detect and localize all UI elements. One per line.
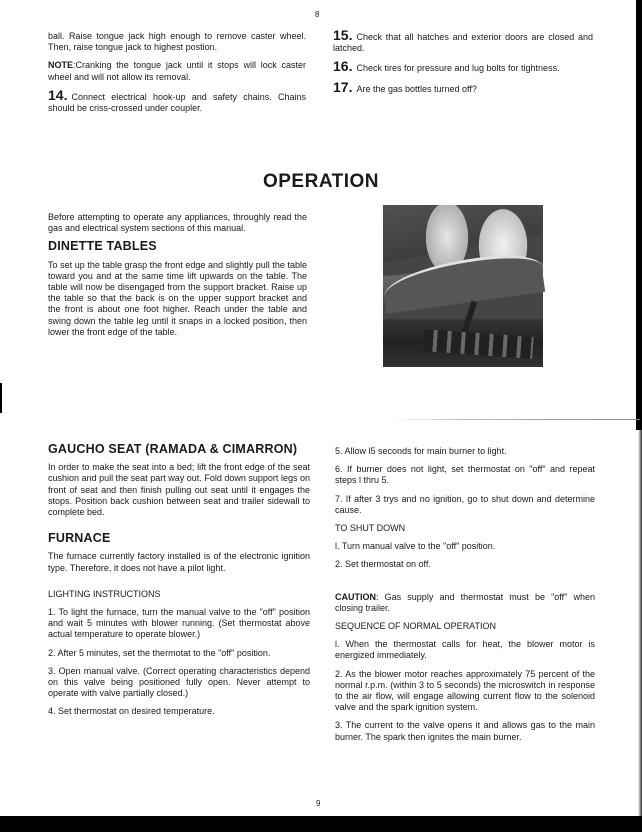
dinette-tables-text: To set up the table grasp the front edge and slightly pull the table toward you and at the same time lift upwards on the table. The table will now be disengaged from the support bracket. Raise up the table so that the back is on the upper support bracket and the front is about one foot higher. Reach under the table and swing down the table leg until it snaps in a locked position, then lower the front edge of the table. — [48, 259, 307, 337]
step-15-number: 15. — [333, 27, 353, 43]
operation-intro: Before attempting to operate any appliances, throughly read the gas and electrical system sections of this manual. — [48, 212, 307, 234]
step-14-number: 14. — [48, 86, 68, 103]
operation-left-column — [48, 212, 307, 345]
tongue-jack-paragraph: ball. Raise tongue jack high enough to remove caster wheel. Then, raise tongue jack to highest postion. — [48, 31, 306, 53]
sequence-step-1: l. When the thermostat calls for heat, the blower motor is energized immediately. — [335, 639, 595, 661]
lighting-step-6: 6. If burner does not light, set thermostat on "off" and repeat steps l thru 5. — [335, 464, 595, 486]
step-17 — [333, 78, 593, 95]
lighting-step-5: 5. Allow l5 seconds for main burner to light. — [335, 446, 507, 456]
lighting-step-7: 7. If after 3 trys and no ignition, go to shut down and determine cause. — [335, 493, 595, 515]
step-15-text: Check that all hatches and exterior doors are closed and latched. — [333, 32, 593, 54]
section-title-operation: OPERATION — [262, 171, 380, 192]
gaucho-seat-text: In order to make the seat into a bed; lift the front edge of the seat cushion and pull the seat part way out. Fold down support legs on front of seat and then finish pulling out seat until it engages the stops. Position back cushion between seat and trailer sidewall to complete bed. — [48, 462, 310, 518]
scan-border-bottom — [0, 816, 642, 832]
step-14-text: Connect electrical hook-up and safety chains. Chains should be criss-crossed under coupler. — [48, 91, 306, 114]
sequence-step-2: 2. As the blower motor reaches approximately 75 percent of the normal r.p.m. (within 3 to 5 seconds) the microswitch in response to the air flow, will engage allowing current flow to the solenoid valve and the spark ignition system. — [335, 668, 595, 713]
note-text: :Cranking the tongue jack until it stops will lock caster wheel and will not allow its removal. — [48, 60, 306, 82]
lighting-step-3: 3. Open manual valve. (Correct operating characteristics depend on this valve being positioned fully open. Never attempt to operate with valve partially closed.) — [48, 665, 310, 699]
step-17-number: 17. — [333, 78, 353, 95]
caution-label: CAUTION — [335, 591, 376, 602]
gaucho-seat-heading: GAUCHO SEAT (RAMADA & CIMARRON) — [48, 442, 298, 456]
step-17-text: Are the gas bottles turned off? — [356, 83, 477, 94]
step-15 — [333, 27, 593, 54]
page-number-bottom: 9 — [316, 799, 321, 808]
photo-cushion — [422, 329, 533, 359]
dinette-tables-heading: DINETTE TABLES — [48, 239, 157, 254]
sequence-step-3: 3. The current to the valve opens it and allows gas to the main burner. The spark then ignites the main burner. — [335, 720, 595, 742]
lighting-instructions-heading: LIGHTING INSTRUCTIONS — [48, 588, 161, 599]
page-fold-line — [390, 419, 640, 420]
lighting-step-1: 1. To light the furnace, turn the manual valve to the "off" position and wait 5 minutes with blower running. (Set thermostat above actual temperature to operate blower.) — [48, 607, 310, 640]
step-16 — [333, 58, 593, 75]
furnace-text: The furnace currently factory installed is of the electronic ignition type. Therefore, it does not have a pilot light. — [48, 551, 310, 573]
step-16-text: Check tires for pressure and lug bolts for tightness. — [356, 63, 560, 74]
bottom-left-column — [48, 444, 310, 725]
scan-border-left — [0, 383, 2, 413]
sequence-heading: SEQUENCE OF NORMAL OPERATION — [335, 621, 497, 632]
caution-text: : Gas supply and thermostat must be "off" when closing trailer. — [335, 591, 595, 613]
top-right-column — [333, 27, 593, 102]
note-label: NOTE — [48, 60, 74, 71]
lighting-step-2: 2. After 5 minutes, set the thermotat to the "off" position. — [48, 647, 271, 658]
bottom-right-column — [335, 446, 595, 750]
lighting-step-4: 4. Set thermostat on desired temperature. — [48, 706, 215, 717]
shutdown-step-2: 2. Set thermostat on off. — [335, 559, 431, 570]
step-16-number: 16. — [333, 58, 353, 75]
top-left-column — [48, 31, 306, 121]
step-14 — [48, 86, 306, 114]
page-number-top: 8 — [315, 10, 320, 19]
scan-border-right — [636, 0, 642, 430]
scan-border-right-lower — [638, 430, 642, 832]
photo-tabletop — [381, 249, 545, 314]
shutdown-step-1: l. Turn manual valve to the "off" position. — [335, 541, 496, 552]
furnace-heading: FURNACE — [48, 531, 111, 546]
note-paragraph — [48, 60, 306, 82]
dinette-table-photo — [383, 205, 543, 367]
caution-paragraph — [335, 592, 595, 614]
shut-down-heading: TO SHUT DOWN — [335, 523, 406, 534]
